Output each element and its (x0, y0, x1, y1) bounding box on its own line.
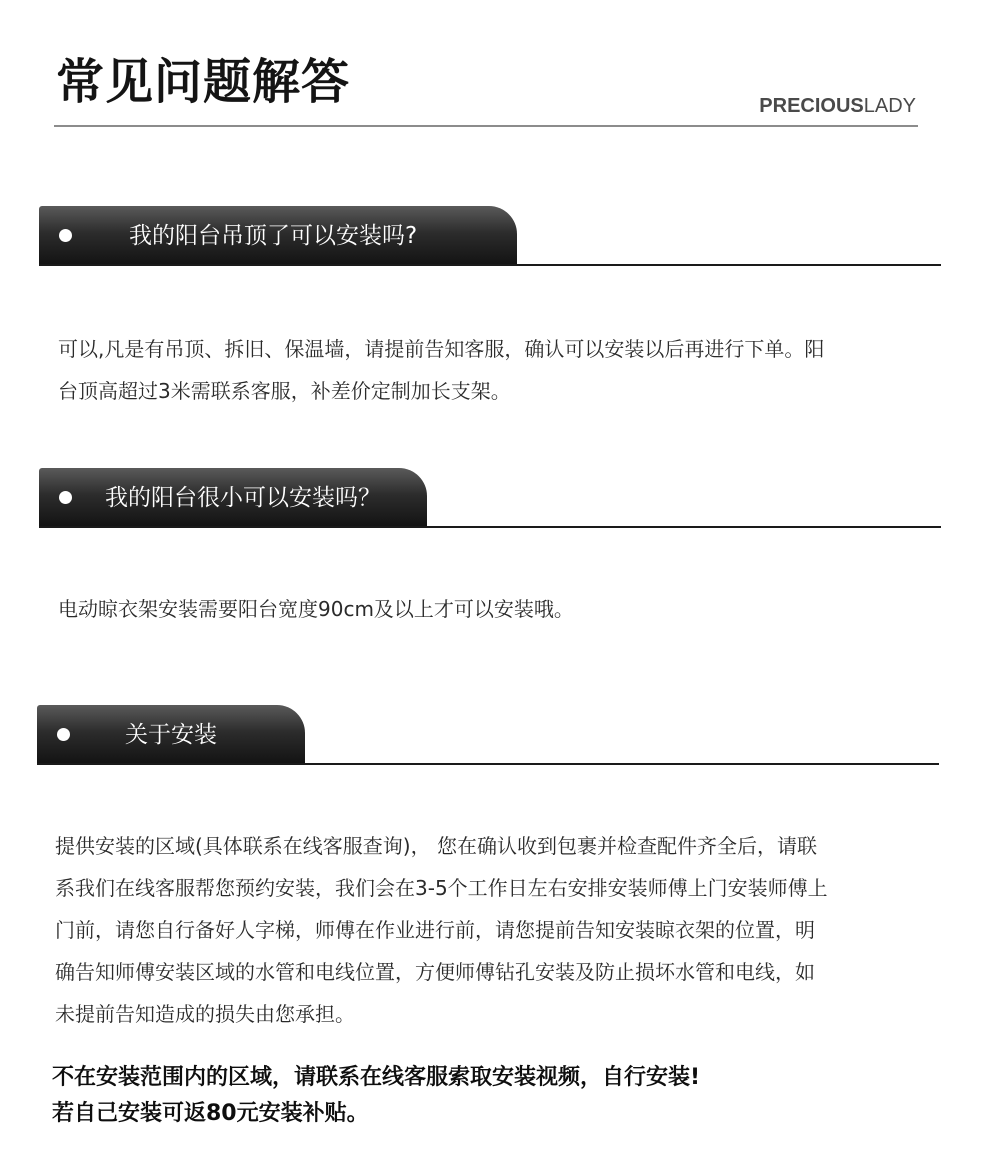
page-title: 常见问题解答 (56, 54, 351, 110)
faq-answer-line: 门前，请您自行备好人字梯，师傅在作业进行前，请您提前告知安装晾衣架的位置，明 (55, 918, 815, 942)
faq-answer-line: 提供安装的区域(具体联系在线客服查询)， 您在确认收到包裹并检查配件齐全后，请联 (55, 834, 817, 858)
faq-answer-line: 确告知师傅安装区域的水管和电线位置，方便师傅钻孔安装及防止损坏水管和电线，如 (55, 960, 815, 984)
faq-question-underline (39, 526, 941, 528)
bullet-dot-icon (59, 491, 72, 504)
install-note-line: 不在安装范围内的区域，请联系在线客服索取安装视频，自行安装! (52, 1065, 701, 1090)
faq-question-text: 我的阳台吊顶了可以安装吗? (129, 223, 418, 249)
faq-question-text: 关于安装 (125, 722, 217, 748)
install-notes (52, 1060, 700, 1132)
brand-logo-bold: PRECIOUS (759, 95, 864, 117)
faq-question-header (39, 468, 427, 528)
brand-logo-light: LADY (863, 95, 916, 117)
faq-answer-line: 电动晾衣架安装需要阳台宽度90cm及以上才可以安装哦。 (58, 597, 574, 621)
title-divider (54, 125, 918, 127)
faq-answer-line: 台顶高超过3米需联系客服，补差价定制加长支架。 (58, 379, 511, 403)
faq-answer-line: 系我们在线客服帮您预约安装，我们会在3-5个工作日左右安排安装师傅上门安装师傅上 (55, 876, 828, 900)
faq-answer-line: 可以,凡是有吊顶、拆旧、保温墙，请提前告知客服，确认可以安装以后再进行下单。阳 (58, 337, 825, 361)
faq-answer (58, 588, 574, 630)
bullet-dot-icon (57, 728, 70, 741)
faq-answer (55, 825, 828, 1035)
faq-question-header (37, 705, 305, 765)
faq-question-header (39, 206, 517, 266)
faq-question-underline (37, 763, 939, 765)
faq-answer (58, 328, 824, 412)
brand-logo (759, 94, 916, 118)
faq-answer-line: 未提前告知造成的损失由您承担。 (55, 1002, 355, 1026)
install-note-line: 若自己安装可返80元安装补贴。 (52, 1101, 369, 1126)
faq-question-underline (39, 264, 941, 266)
faq-question-text: 我的阳台很小可以安装吗？ (105, 485, 381, 511)
bullet-dot-icon (59, 229, 72, 242)
